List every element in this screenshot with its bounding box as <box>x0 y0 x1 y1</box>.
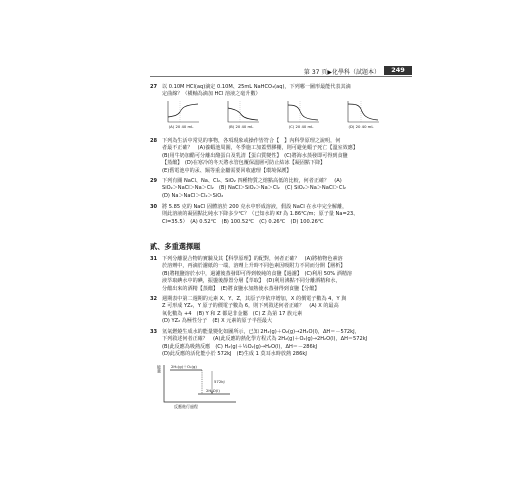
question-line: (B)用牛奶加醋可分離出酪蛋白及乳清【蛋白質變性】 (C)將海水蒸發即可得到食鹽 <box>162 152 348 159</box>
titration-graph-a[interactable] <box>162 100 200 130</box>
question-line: 氫氣燃燒生成水的能量變化如圖所示，已知 2H₂(g)＋O₂(g)→2H₂O(l)，ΔH＝－572kJ， <box>162 329 360 335</box>
diagram-y-label: 能量 <box>157 365 162 373</box>
question-number: 32 <box>150 296 158 302</box>
graph-label: (C) <box>288 124 295 129</box>
graph-ticks: 20 40 mL <box>355 124 374 129</box>
question-line: 分餾出來的酒精【蒸餾】 (E)將食鹽水加熱使水蒸發得到食鹽【分餾】 <box>162 285 320 292</box>
section-title: 貳、多重選擇題 <box>150 242 201 251</box>
question-line: 以 0.10M HCl(aq)滴定 0.10M、25mL NaHCO₃(aq)，下列哪一圖形最能代表其滴 <box>162 84 351 90</box>
titration-graph-c[interactable] <box>282 100 320 130</box>
question-number: 31 <box>150 256 158 262</box>
question-line: 下列分離混合物的實驗及其【科學原理】的配對，何者正確？ (A)將植物色素溶 <box>162 256 343 262</box>
graph-a-plot <box>162 100 200 124</box>
question-line: 液萃取碘水中的碘，振盪後靜置分層【萃取】 (D)利用沸點不同分離酒精和水， <box>162 278 341 285</box>
graph-ticks: 20 40 mL <box>175 124 194 129</box>
question-number: 30 <box>150 204 158 210</box>
graph-c-plot <box>282 100 320 124</box>
diagram-axes <box>156 364 246 404</box>
reactant-level-label: 2H₂(g)＋O₂(g) <box>171 364 197 369</box>
question-number: 28 <box>150 138 158 144</box>
graph-d-plot <box>342 100 380 124</box>
graph-label: (A) <box>168 124 175 129</box>
question-line: 則此溶液的凝固點比純水下降多少℃？（已知水的 Kf 為 1.86℃/m；原子量 Na=23、 <box>162 211 359 218</box>
question-line: 者最不正確？ (A)養蝦池周圍，冬季施工加蓋塑膠棚，則可避免蝦子死亡【溫室效應】 <box>162 145 358 152</box>
header-title: 第 37 頁▶化學科（試題本） <box>303 69 380 76</box>
question-number: 27 <box>150 84 158 90</box>
question-line: 週期表中第二週期的元素 X、Y、Z，其原子序依序增加，X 的價電子數為 4，Y 與 <box>162 296 347 302</box>
graph-b-plot <box>222 100 260 124</box>
graph-label: (B) <box>228 124 235 129</box>
question-line: 定曲線？（橫軸為滴加 HCl 溶液之毫升數） <box>162 91 261 98</box>
question-number: 29 <box>150 178 158 184</box>
question-line: 下列敘述何者正確？ (A)此反應的熱化學方程式為 2H₂(g)＋O₂(g)→2H₂O(l)，ΔH＝572kJ <box>162 336 368 343</box>
titration-graph-d[interactable] <box>342 100 380 130</box>
titration-graph-b[interactable] <box>222 100 260 130</box>
question-line: 下列為生活中常見的事物，各項現象或操作皆符合【 】內科學原理之說明，何 <box>162 138 341 144</box>
question-line: 於溶劑中，再滴於濾紙的一端，溶劑上升時不同色素因吸附力不同而分開【層析】 <box>162 263 346 270</box>
question-line: (D)此反應的活化能小於 572kJ (E)生成 1 莫耳水時放熱 286kJ <box>162 351 307 358</box>
diagram-x-label: 反應進行過程 <box>174 404 198 409</box>
question-line: Z 可形成 YZ₂，Y 原子的價電子數為 6，則下列敘述何者正確？ (A) X 的最高 <box>162 303 339 310</box>
graph-ticks: 20 40 mL <box>295 124 314 129</box>
exam-page <box>150 66 412 448</box>
question-line: (D) YZ₂ 為極性分子 (E) X 元素的原子半徑最大 <box>162 318 273 325</box>
page-header <box>150 66 412 76</box>
question-line: SiO₂＞NaCl＞Na＞Cl₂ (B) NaCl＞SiO₂＞Na＞Cl₂ (C) SiO₂＞Na＞NaCl＞Cl₂ <box>162 185 346 192</box>
energy-diagram <box>156 364 246 410</box>
delta-h-label: 572kJ <box>214 379 225 384</box>
question-line: 氧化數為 +4 (B) Y 和 Z 都是非金屬 (C) Z 為第 17 族元素 <box>162 310 303 317</box>
header-rule <box>150 76 412 77</box>
question-number: 33 <box>150 329 158 335</box>
question-line: 下列有關 NaCl、Na、Cl₂、SiO₂ 四種物質之熔點高低的比較，何者正確？ (A) <box>162 178 342 184</box>
question-line: 【蒸餾】 (D)在寒冷的冬天將水管包覆保溫層可防止結冰【凝固點下降】 <box>162 160 326 167</box>
graph-ticks: 20 40 mL <box>235 124 254 129</box>
question-line: (E)舊電池中的汞、鎘等重金屬需要回收處理【環境保護】 <box>162 167 292 174</box>
question-line: (B)將粗鹽溶於水中，過濾後蒸發即可得到較純的食鹽【過濾】 (C)利用 50% 酒精溶 <box>162 270 353 277</box>
question-line: Cl=35.5） (A) 0.52℃ (B) 100.52℃ (C) 0.26℃ (D) 100.26℃ <box>162 218 324 225</box>
page-number: 249 <box>384 66 412 75</box>
question-line: (D) Na＞NaCl＞Cl₂＞SiO₂ <box>162 192 224 199</box>
question-line: 將 5.85 克的 NaCl 固體溶於 200 克水中形成溶液，假設 NaCl 在水中完全解離， <box>162 204 348 210</box>
product-level-label: 2H₂O(l) <box>206 388 220 393</box>
question-line: (B)此反應為吸熱反應 (C) H₂(g)＋½O₂(g)→H₂O(l)，ΔH＝－286kJ <box>162 343 318 350</box>
graph-label: (D) <box>348 124 355 129</box>
